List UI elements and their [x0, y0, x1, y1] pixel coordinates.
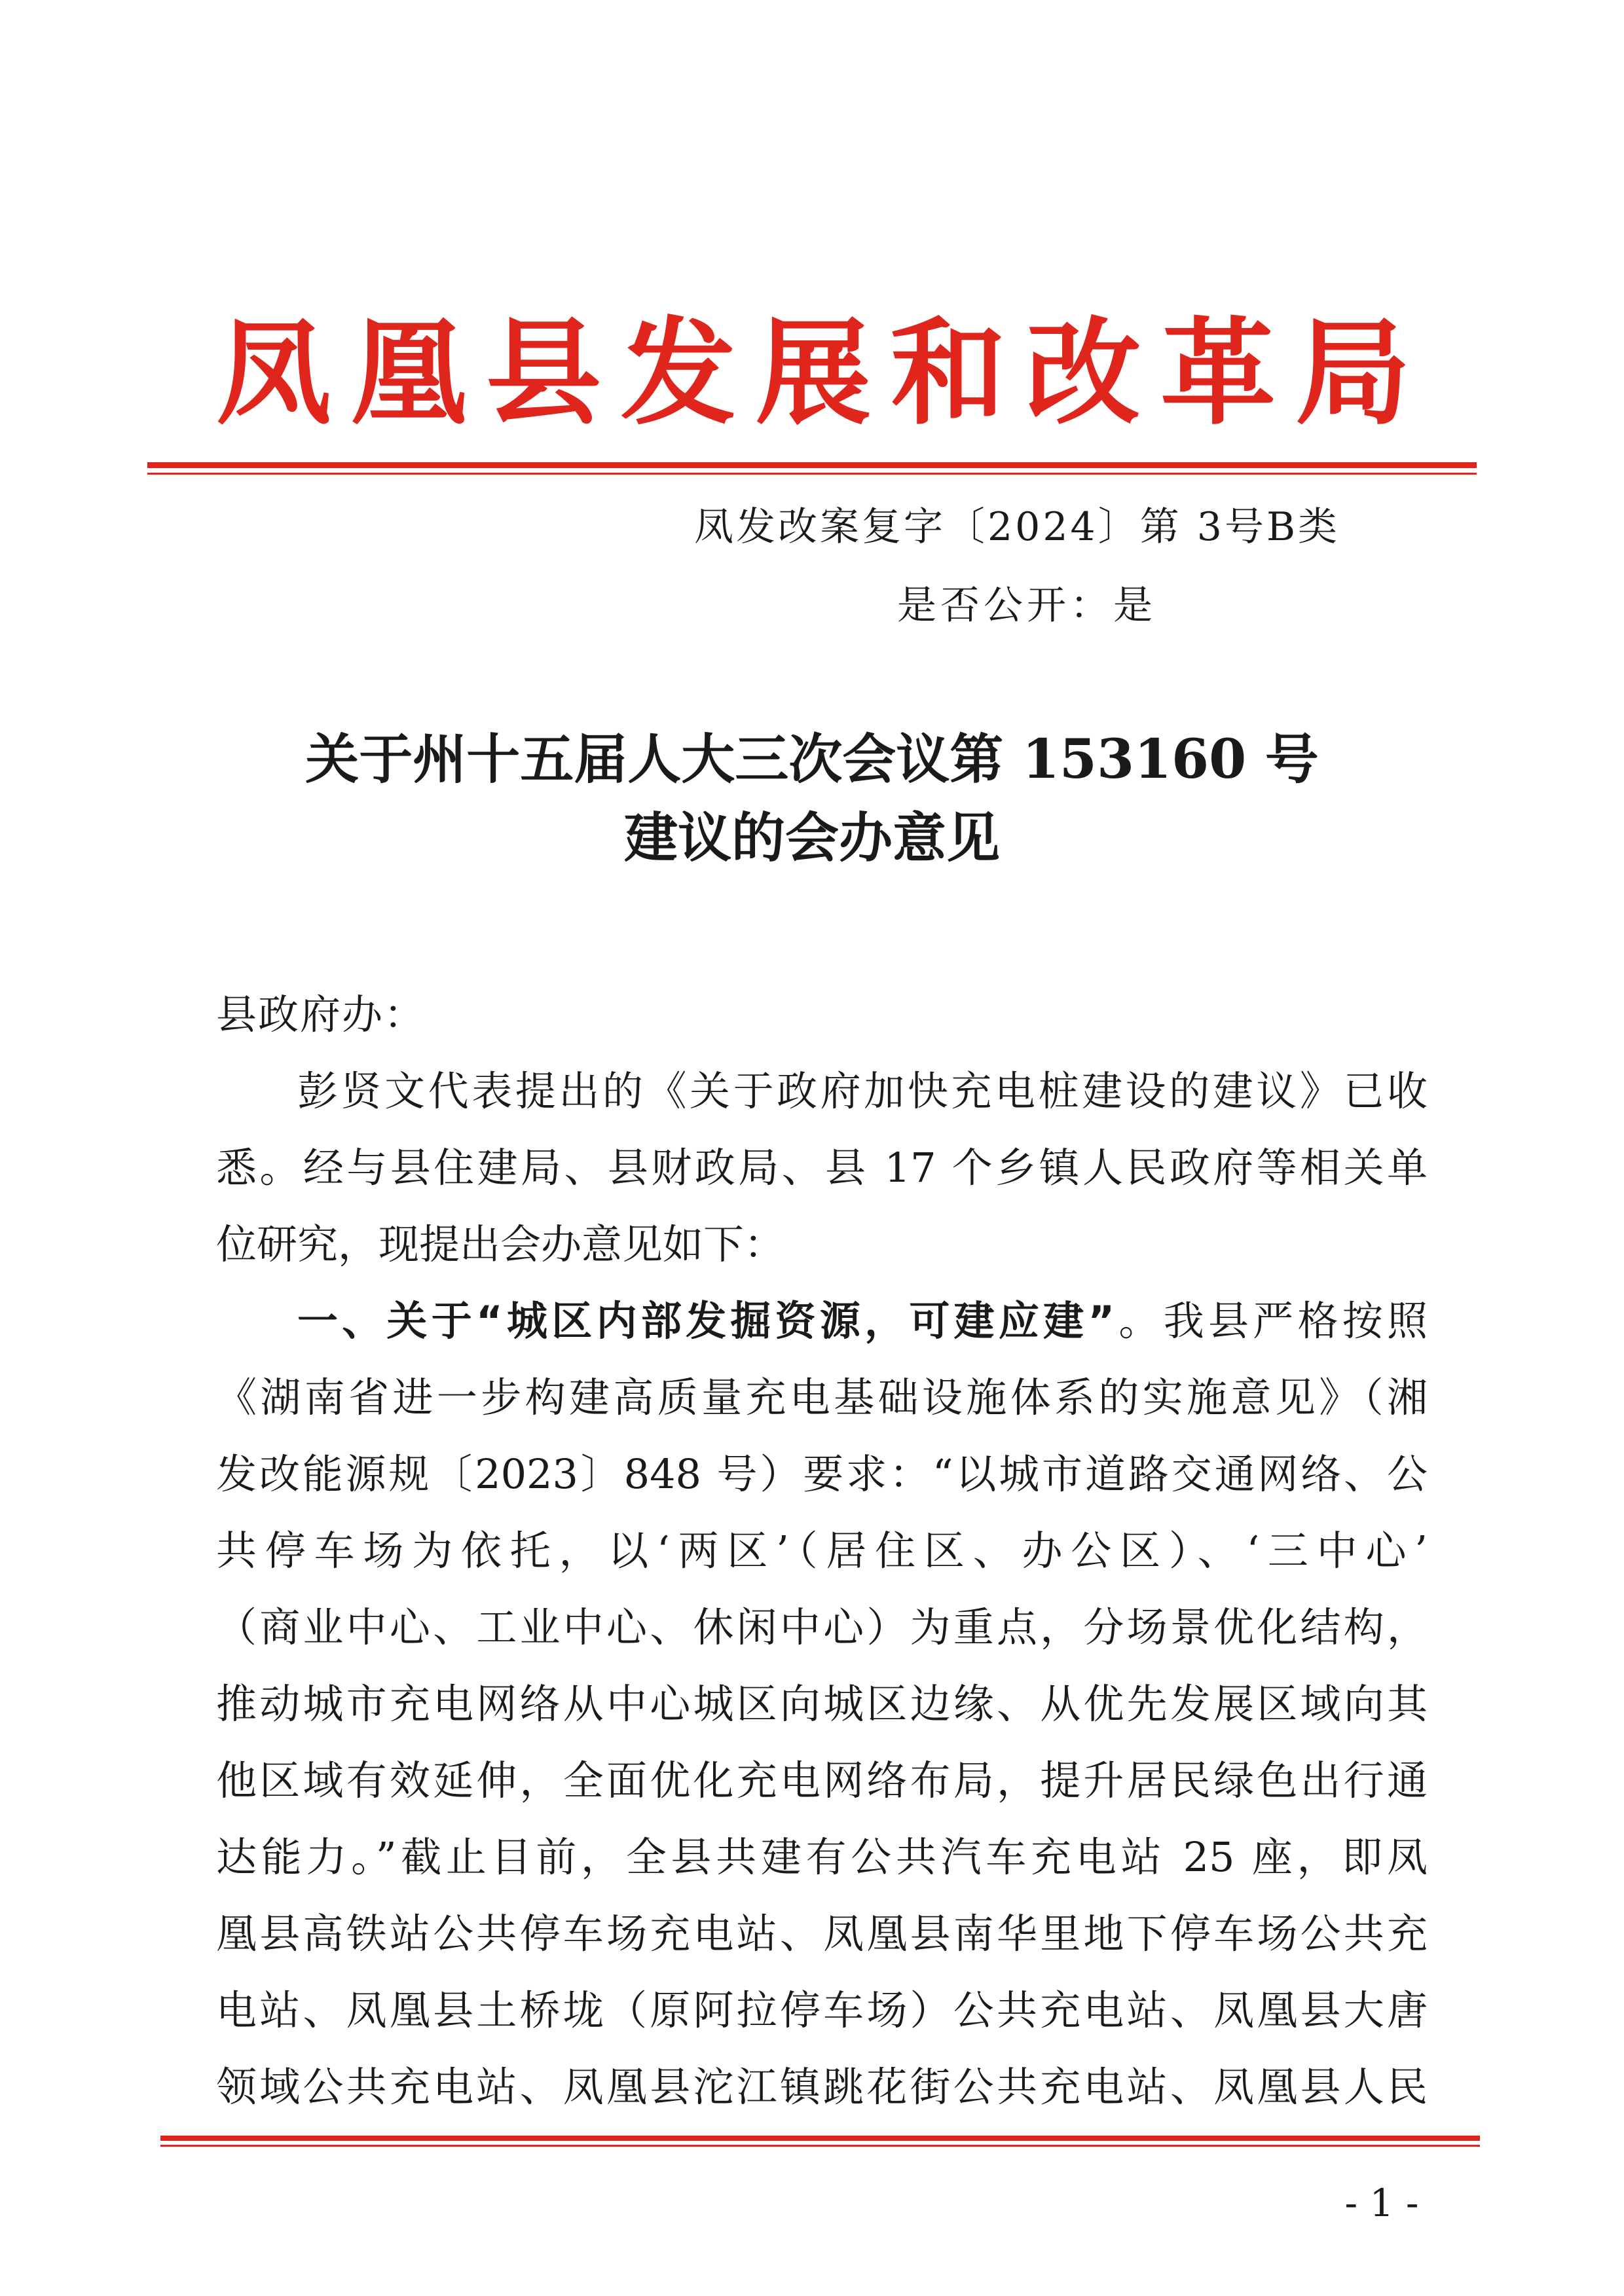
body-line: 位研究，现提出会办意见如下：	[216, 1220, 785, 1268]
body-line: 共停车场为依托，以‘两区’（居住区、办公区）、‘三中心’	[216, 1527, 1428, 1575]
body-line	[216, 1283, 1428, 1359]
body-line: 发改能源规〔2023〕848 号）要求：“以城市道路交通网络、公	[216, 1450, 1428, 1498]
letterhead-rule-thin	[147, 473, 1477, 475]
document-number: 凤发改案复字〔2024〕第 3号B类	[694, 504, 1340, 550]
body-text	[216, 1053, 1428, 2125]
body-line: 达能力。”截止目前，全县共建有公共汽车充电站 25 座，即凤	[216, 1833, 1428, 1881]
letterhead-rule-thick	[147, 462, 1477, 468]
body-line: 《湖南省进一步构建高质量充电基础设施体系的实施意见》（湘	[216, 1374, 1428, 1421]
body-line: 彭贤文代表提出的《关于政府加快充电桩建设的建议》已收	[297, 1067, 1428, 1115]
page-number: - 1 -	[1344, 2181, 1419, 2225]
agency-letterhead: 凤凰县发展和改革局	[216, 305, 1431, 441]
footer-rule-thick	[160, 2136, 1480, 2141]
footer-rule-thin	[160, 2145, 1480, 2147]
section-text: 。我县严格按照	[1115, 1297, 1428, 1345]
body-line: （商业中心、工业中心、休闲中心）为重点，分场景优化结构，	[216, 1603, 1428, 1651]
body-line: 悉。经与县住建局、县财政局、县 17 个乡镇人民政府等相关单	[216, 1144, 1428, 1192]
document-title-line-2: 建议的会办意见	[623, 807, 1000, 869]
salutation: 县政府办：	[216, 991, 426, 1038]
section-heading: 一、关于“城区内部发掘资源，可建应建”	[297, 1297, 1115, 1345]
document-title-line-1: 关于州十五届人大三次会议第 153160 号	[305, 728, 1319, 791]
body-line: 推动城市充电网络从中心城区向城区边缘、从优先发展区域向其	[216, 1680, 1428, 1728]
body-line: 凰县高铁站公共停车场充电站、凤凰县南华里地下停车场公共充	[216, 1910, 1428, 1958]
body-line: 电站、凤凰县土桥垅（原阿拉停车场）公共充电站、凤凰县大唐	[216, 1986, 1428, 2034]
disclosure-status: 是否公开：是	[897, 583, 1156, 629]
body-line: 领域公共充电站、凤凰县沱江镇跳花街公共充电站、凤凰县人民	[216, 2063, 1428, 2111]
body-line: 他区域有效延伸，全面优化充电网络布局，提升居民绿色出行通	[216, 1757, 1428, 1804]
document-title	[164, 720, 1460, 877]
